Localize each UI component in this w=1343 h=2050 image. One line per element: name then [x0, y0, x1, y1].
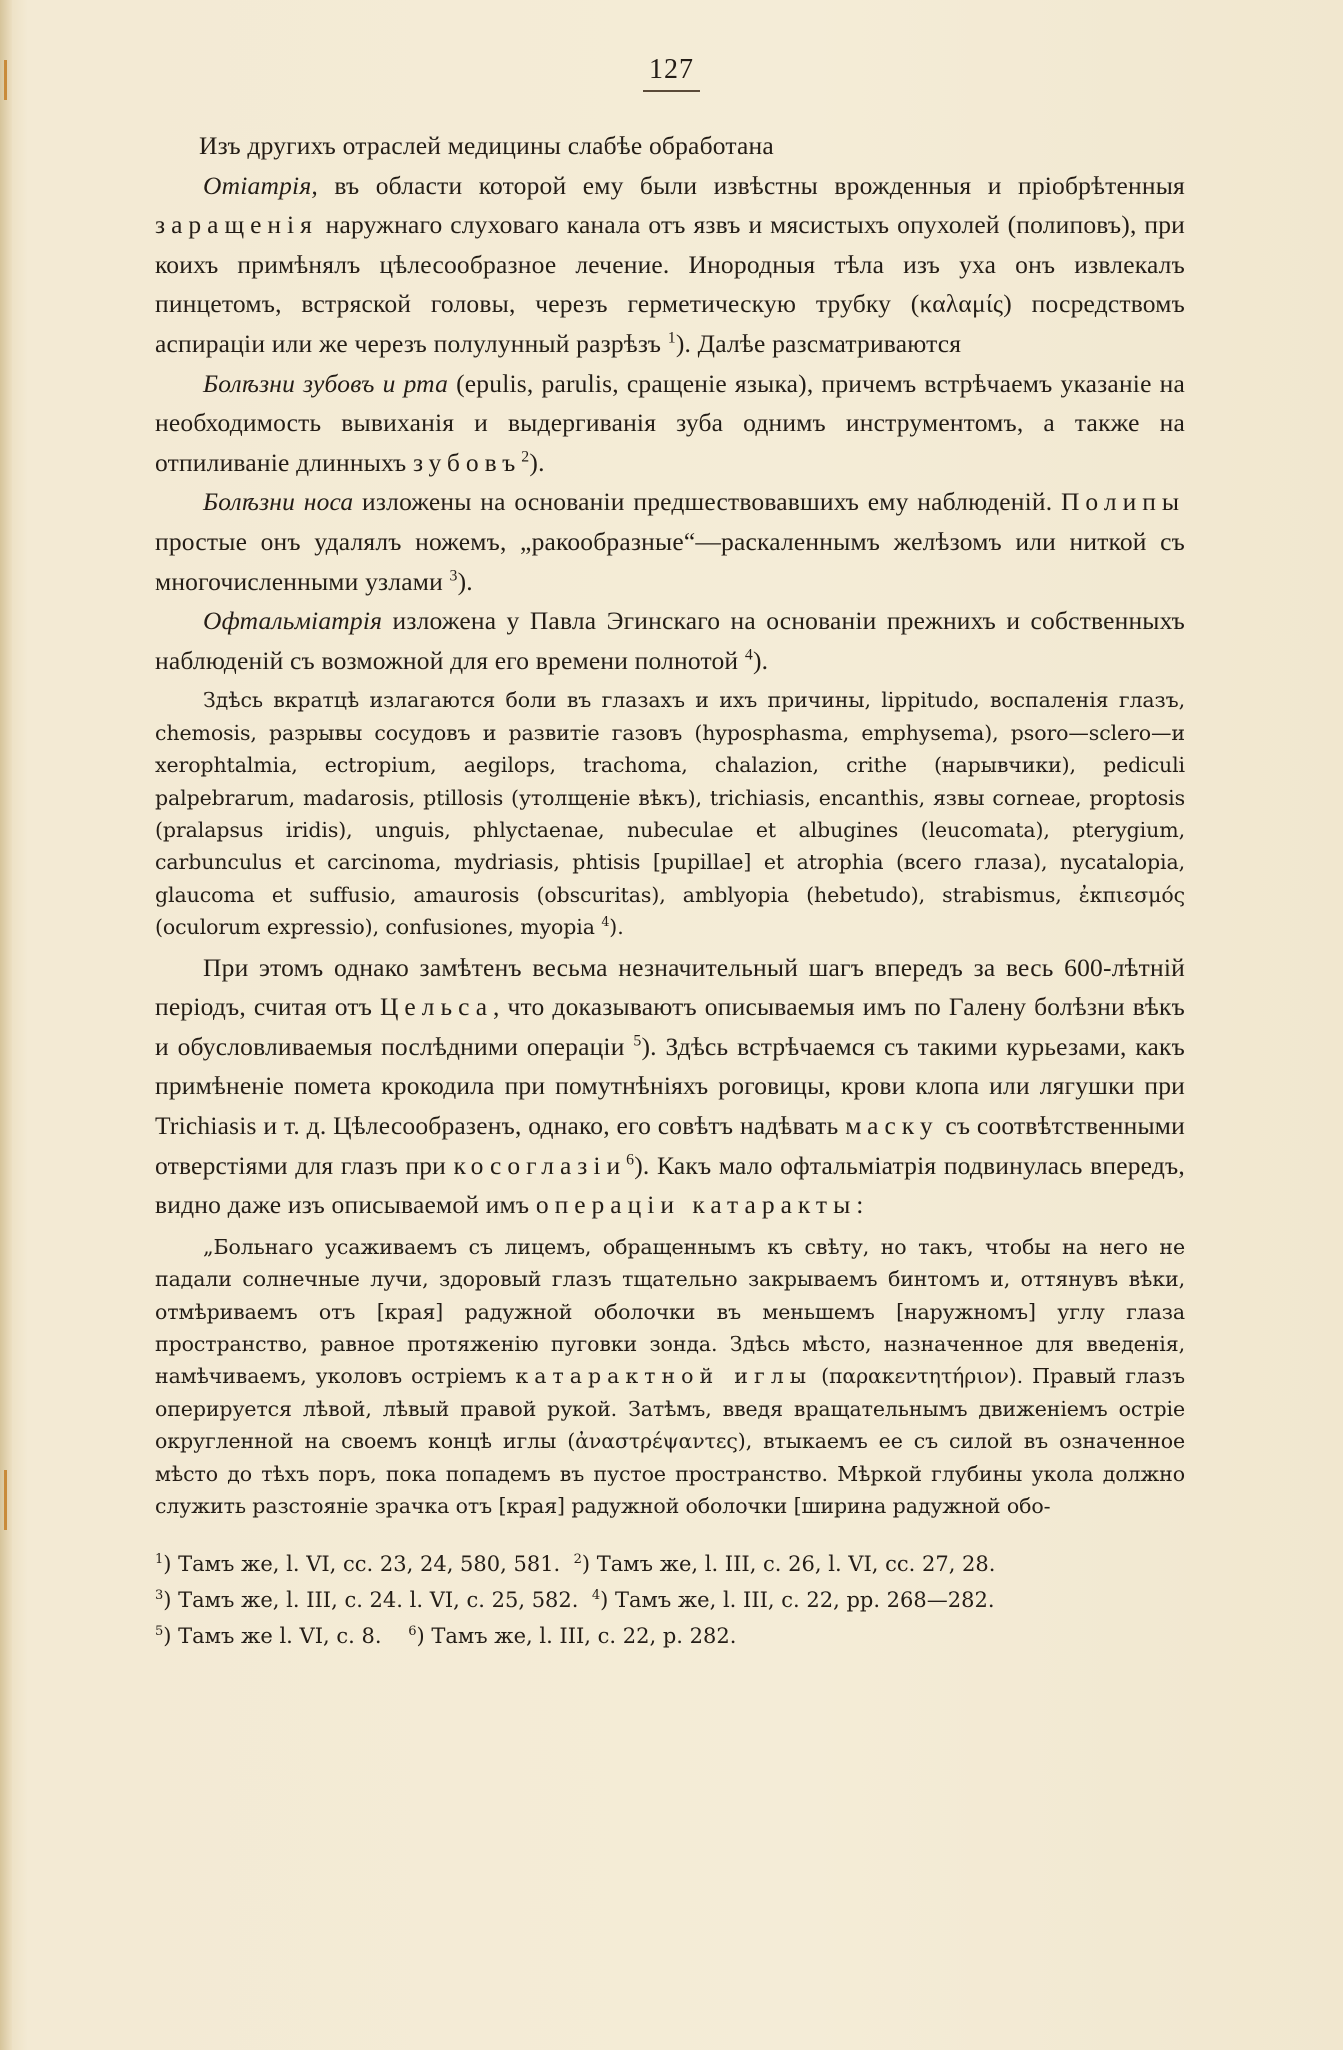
footnote-text: ) Тамъ же, l. III, c. 22, pp. 268—282.	[600, 1588, 995, 1613]
footnote-number: 1	[155, 1552, 164, 1568]
paragraph-text: съ соотвѣтственными отверстіями для глазъ при	[155, 1110, 1185, 1180]
page-number	[0, 54, 1343, 92]
paragraph-text: ). Здѣсь встрѣчаемся съ такими курьезами, какъ примѣненіе помета крокодила при помутнѣніяхъ роговицы, крови клопа или лягушки при Trichiasis и т. д. Цѣлесообразенъ, однако, его совѣтъ надѣвать	[155, 1031, 1185, 1140]
footnote-number: 6	[408, 1624, 417, 1640]
spaced-emphasis: зубовъ	[412, 447, 522, 477]
paragraph-text: въ области которой ему были извѣстны врожденныя и пріобрѣтенныя	[317, 170, 1185, 200]
footnote-ref: 5	[633, 1032, 642, 1050]
footnotes	[155, 1546, 1185, 1654]
paragraph-otiatria	[155, 166, 1185, 364]
section-term: Отіатрія,	[203, 170, 318, 200]
paragraph-text: При этомъ однако замѣтенъ весьма незначительный шагъ впередъ за весь 600-лѣтній періодъ, считая отъ	[155, 952, 1185, 1022]
spaced-emphasis: Цельса	[379, 992, 494, 1022]
footnote-ref: 1	[667, 329, 676, 347]
small-print-text: Здѣсь вкратцѣ излагаются боли въ глазахъ и ихъ причины, lippitudo, воспаленія глазъ, chemosis, разрывы сосудовъ и развитіе газовъ (hyposphasma, emphysema), psoro—sclero—и xerophtalmia, ectropium, aegilops, trachoma, chalazion, crithe (нарывчики), pediculi palpebrarum, madarosis, ptillosis (утолщеніе вѣкъ), trichiasis, encanthis, язвы corneae, proptosis (pralapsus iridis), unguis, phlyctaenae, nubeculae et albugines (leucomata), pterygium, carbunculus et carcinoma, mydriasis, phtisis [pupillae] et atrophia (всего глаза), nycatalopia, glaucoma et suffusio, amaurosis (obscuritas), amblyopia (hebetudo), strabismus, ἐκπιεσμός (oculorum expressio), confusiones, myopia	[155, 688, 1185, 940]
paragraph-text: ).	[457, 566, 473, 596]
paragraph-text: изложена у Павла Эгинскаго на основаніи прежнихъ и собственныхъ наблюденій съ возможной для его времени полнотой	[155, 606, 1185, 675]
paragraph-ophthalmiatria	[155, 601, 1185, 680]
footnote-text: ) Тамъ же, l. III, c. 26, l. VI, cc. 27, 28.	[581, 1552, 996, 1577]
paragraph-text: , что доказываютъ описываемыя имъ по Галену болѣзни вѣкъ и обусловливаемыя послѣдними операціи	[155, 992, 1185, 1061]
small-print-text: ).	[609, 915, 624, 940]
book-spine-edge	[0, 0, 12, 2050]
footnote-ref: 3	[449, 567, 458, 585]
page-number-value: 127	[643, 54, 700, 92]
quote-text: „Больнаго усаживаемъ съ лицемъ, обращеннымъ къ свѣту, но такъ, чтобы на него не падали солнечные лучи, здоровый глазъ тщательно закрываемъ бинтомъ и, оттянувъ вѣки, отмѣриваемъ отъ [края] радужной оболочки въ меньшемъ [наружномъ] углу глаза пространство, равное протяженію пуговки зонда. Здѣсь мѣсто, назначенное для введенія, намѣчиваемъ, уколовъ остріемъ	[155, 1234, 1185, 1389]
quote-cataract-operation	[155, 1231, 1185, 1523]
footnote-number: 4	[591, 1588, 601, 1604]
paragraph-text: наружнаго слуховаго канала отъ язвъ и мясистыхъ опухолей (полиповъ), при коихъ примѣнялъ цѣлесообразное лечение. Инородныя тѣла изъ уха онъ извлекалъ пинцетомъ, встряской головы, черезъ герметическую трубку (καλαμίς) посредствомъ аспираціи или же черезъ полулунный разрѣзъ	[155, 210, 1185, 358]
paragraph-text: ). Далѣе разсматриваются	[675, 328, 962, 358]
footnote-ref: 4	[744, 646, 753, 664]
paragraph-text: (epulis, parulis, сращеніе языка), причемъ встрѣчаемъ указаніе на необходимость вывиханія и выдергиванія зуба однимъ инструментомъ, а также на отпиливаніе длинныхъ	[155, 368, 1185, 477]
spine-mark	[4, 1470, 7, 1530]
footnote-text: ) Тамъ же l. VI, c. 8.	[163, 1624, 382, 1649]
paragraph-progress	[155, 948, 1185, 1225]
spaced-emphasis: Полипы	[1061, 487, 1185, 517]
paragraph-text: ).	[529, 447, 545, 477]
footnote-text: ) Тамъ же, l. III, c. 22, p. 282.	[416, 1624, 737, 1649]
section-term: Болѣзни носа	[203, 487, 354, 517]
footnote-ref: 2	[521, 448, 530, 466]
footnote-number: 2	[573, 1552, 582, 1568]
paragraph-text: Изъ другихъ отраслей медицины слабѣе обработана	[199, 131, 774, 160]
footnote-text: ) Тамъ же, l. III, c. 24. l. VI, c. 25, 582.	[163, 1588, 579, 1613]
spaced-emphasis: маску	[845, 1110, 939, 1140]
paragraph-intro	[155, 126, 1185, 166]
paragraph-teeth-mouth	[155, 364, 1185, 483]
quote-text: (παρακεντητήριον). Правый глазъ оперируется лѣвой, лѣвый правой рукой. Затѣмъ, введя вращательнымъ движеніемъ остріе округленной на своемъ концѣ иглы (ἀναστρέψαντες), втыкаемъ ее съ силой въ означенное мѣсто до тѣхъ поръ, пока попадемъ въ пустое пространство. Мѣркой глубины укола должно служить разстояніе зрачка отъ [края] радужной оболочки [ширина радужной обо-	[155, 1364, 1185, 1518]
footnote-number: 5	[155, 1624, 164, 1640]
section-term: Офтальміатрія	[203, 606, 383, 636]
paragraph-text: простые онъ удалялъ ножемъ, „ракообразные“—раскаленнымъ желѣзомъ или ниткой съ многочисленными узлами	[155, 526, 1185, 596]
spaced-emphasis: катарактной иглы	[515, 1364, 813, 1389]
paragraph-nose	[155, 482, 1185, 601]
footnote-ref: 4	[601, 914, 610, 930]
footnote-line	[155, 1546, 1185, 1582]
footnote-text: ) Тамъ же, l. VI, cc. 23, 24, 580, 581.	[163, 1552, 561, 1577]
footnote-number: 3	[155, 1588, 164, 1604]
footnote-ref: 6	[626, 1151, 635, 1169]
page-body	[155, 126, 1185, 1654]
paragraph-text: ).	[752, 645, 769, 675]
small-print-eye-diseases	[155, 684, 1185, 943]
paragraph-text: ). Какъ мало офтальміатрія подвинулась впередъ, видно даже изъ описываемой имъ	[155, 1150, 1185, 1220]
footnote-line	[155, 1582, 1185, 1618]
footnote-line	[155, 1618, 1185, 1654]
spaced-emphasis: косоглазіи	[453, 1150, 627, 1180]
spaced-emphasis: операціи катаракты:	[535, 1190, 870, 1220]
paragraph-text: изложены на основаніи предшествовавшихъ ему наблюденій.	[353, 487, 1062, 517]
section-term: Болѣзни зубовъ и рта	[203, 368, 449, 398]
spaced-emphasis: заращенія	[155, 210, 318, 240]
